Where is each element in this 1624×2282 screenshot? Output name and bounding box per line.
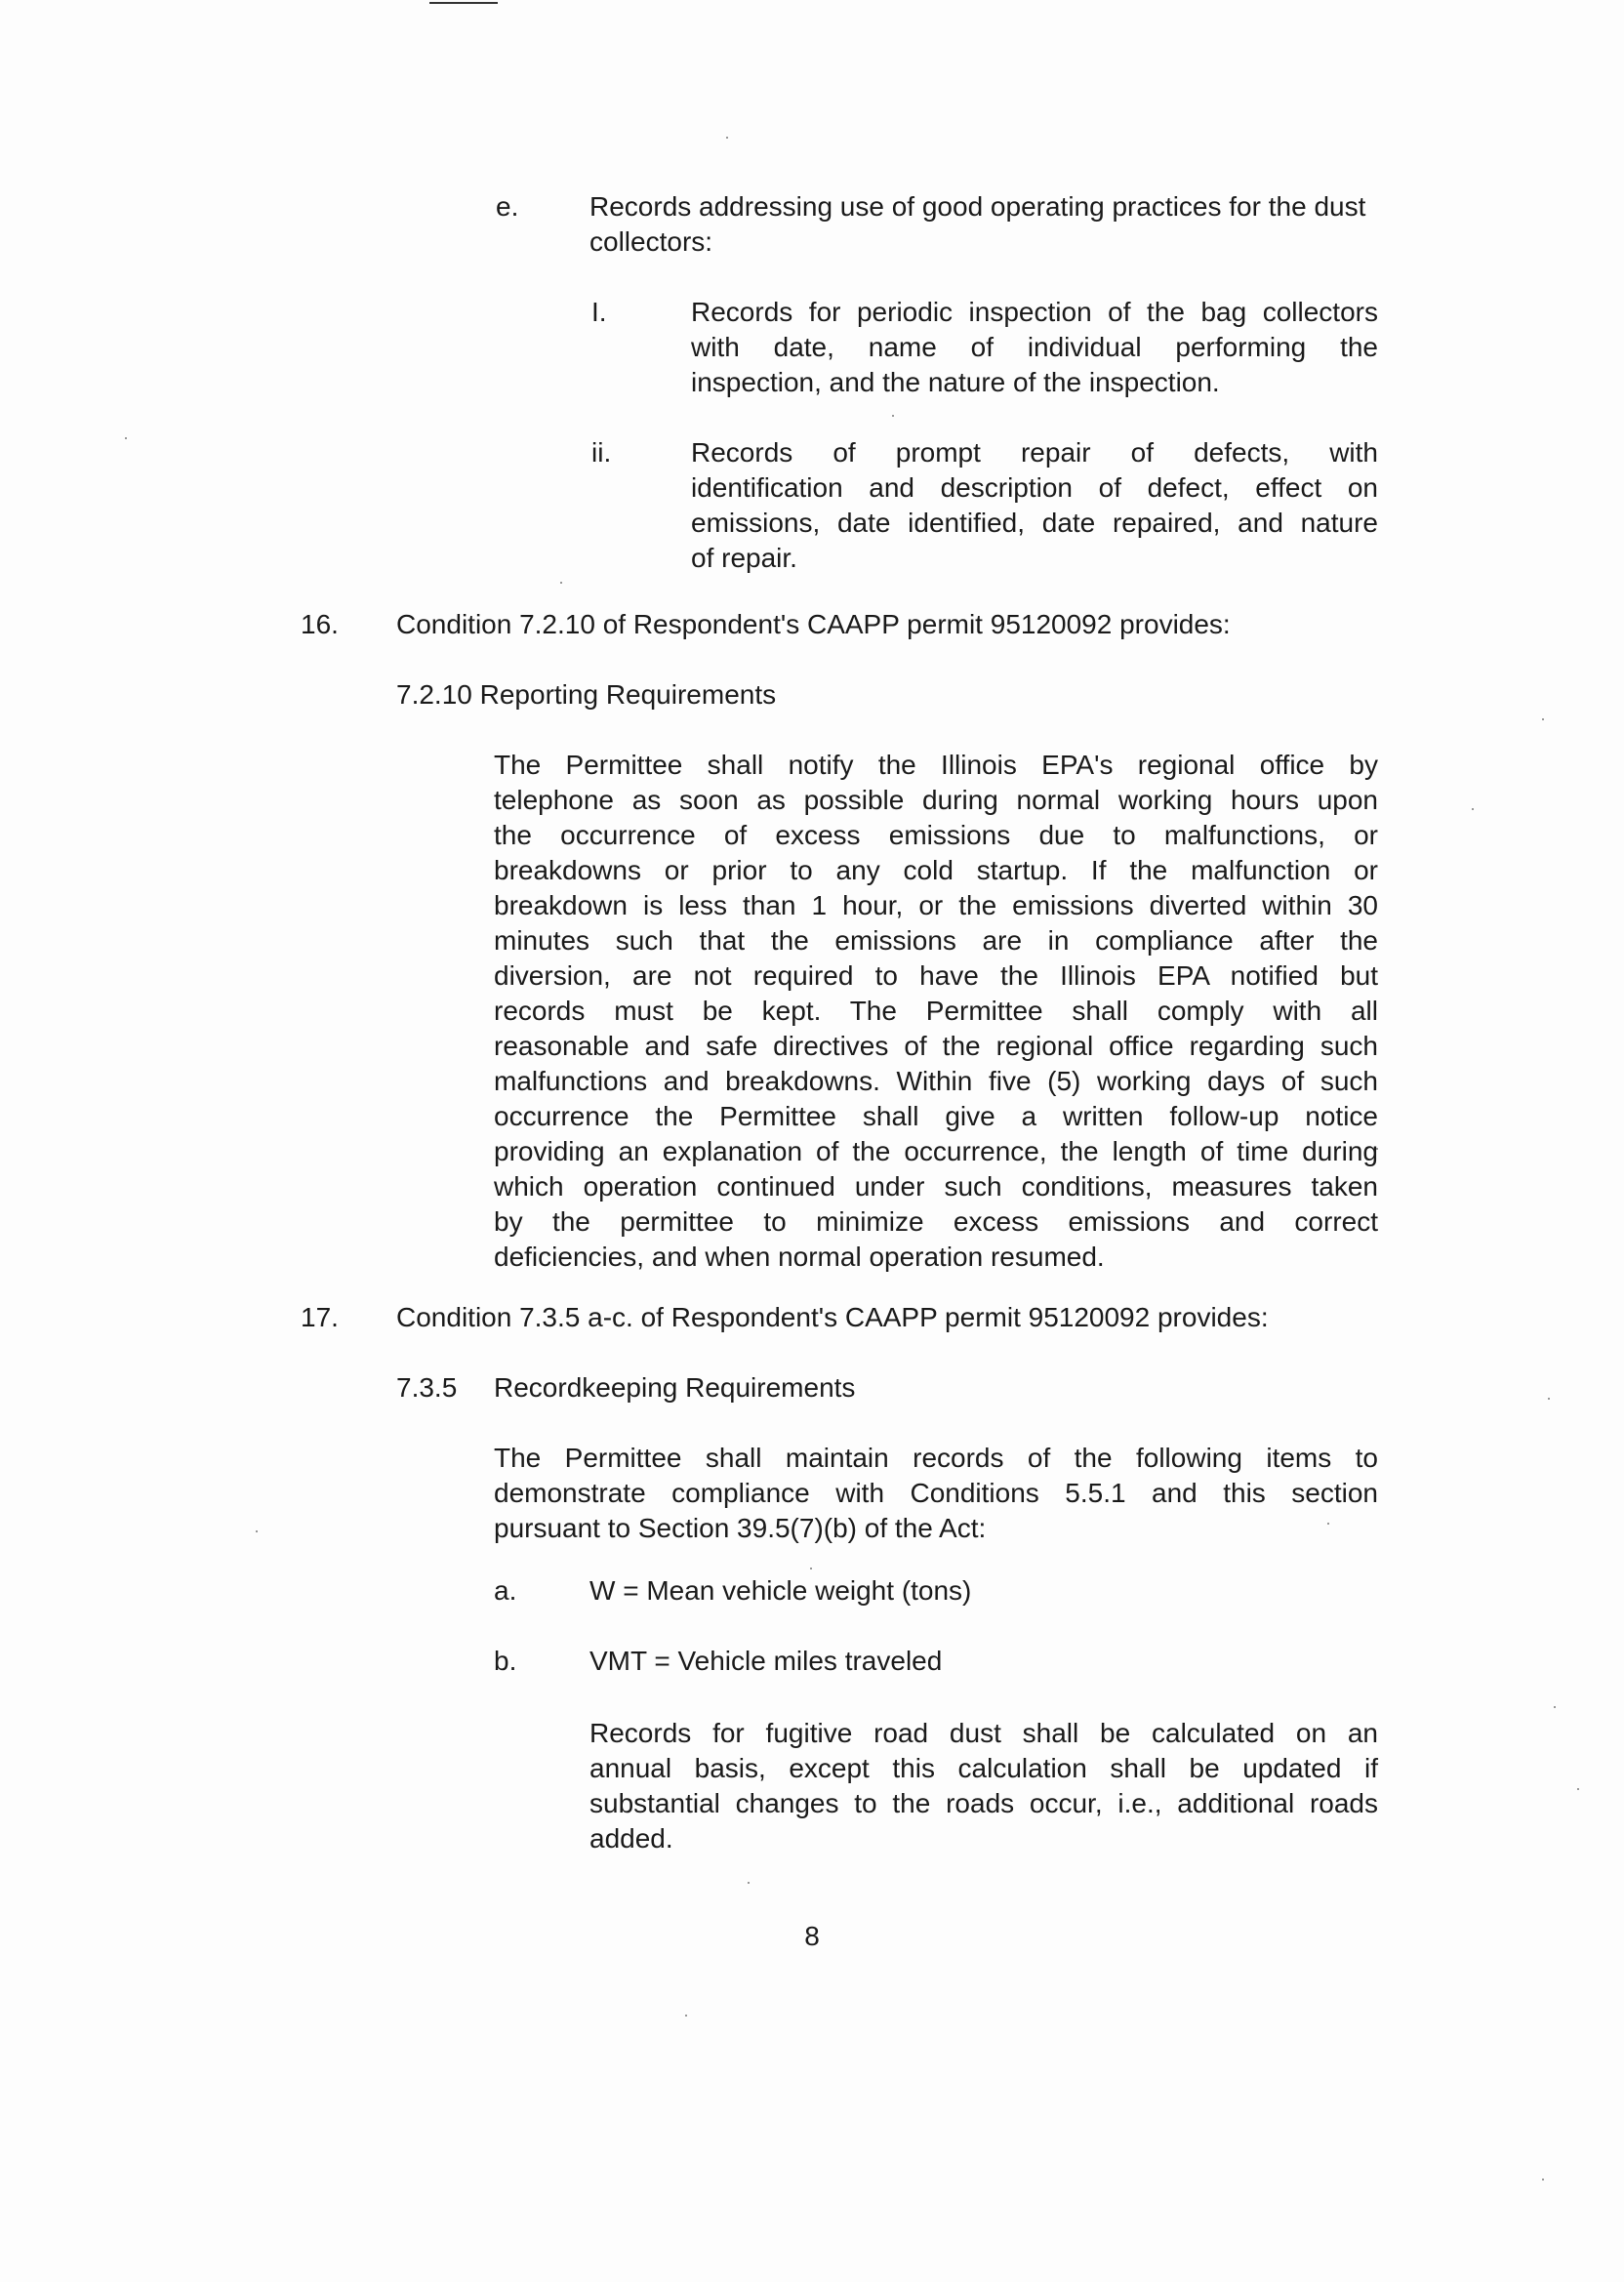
text-line: inspection, and the nature of the inspection.: [691, 367, 1220, 397]
scan-speck: [1577, 1788, 1579, 1790]
text-line: annual basis, except this calculation shall be updated if: [589, 1753, 1378, 1783]
scan-speck: [1548, 1398, 1550, 1400]
page-number: 8: [804, 1921, 820, 1951]
item-e-i-text: [691, 295, 1378, 400]
text-line: breakdown is less than 1 hour, or the emissions diverted within 30: [494, 890, 1378, 920]
item-b-detail: [589, 1716, 1378, 1856]
scan-speck: [810, 1568, 812, 1569]
text-line: records must be kept. The Permittee shall comply with all: [494, 996, 1378, 1026]
text-line: Records of prompt repair of defects, with: [691, 437, 1378, 468]
scan-speck: [892, 415, 894, 417]
section-heading-number-7-3-5: 7.3.5: [396, 1372, 458, 1403]
paragraph-number-16: 16.: [301, 609, 339, 639]
text-line: minutes such that the emissions are in compliance after the: [494, 925, 1378, 956]
text-line: malfunctions and breakdowns. Within five (5) working days of such: [494, 1066, 1378, 1096]
text-line: added.: [589, 1823, 673, 1854]
text-line: pursuant to Section 39.5(7)(b) of the Act:: [494, 1513, 987, 1543]
text-line: The Permittee shall notify the Illinois EPA's regional office by: [494, 750, 1378, 780]
scan-speck: [256, 1530, 258, 1532]
paragraph-17-text: Condition 7.3.5 a-c. of Respondent's CAAPP permit 95120092 provides:: [396, 1302, 1269, 1332]
text-line: Records for periodic inspection of the bag collectors: [691, 297, 1378, 327]
item-b-text: VMT = Vehicle miles traveled: [589, 1646, 943, 1676]
text-line: which operation continued under such conditions, measures taken: [494, 1171, 1378, 1202]
section-heading-7-2-10: 7.2.10 Reporting Requirements: [396, 679, 777, 710]
text-line: diversion, are not required to have the Illinois EPA notified but: [494, 960, 1378, 991]
scan-speck: [685, 2015, 687, 2017]
text-line: occurrence the Permittee shall give a written follow-up notice: [494, 1101, 1378, 1131]
text-line: the occurrence of excess emissions due to malfunctions, or: [494, 820, 1378, 850]
scan-speck: [1542, 2179, 1544, 2180]
list-marker-a: a.: [494, 1575, 517, 1606]
text-line: substantial changes to the roads occur, i.e., additional roads: [589, 1788, 1378, 1818]
scan-speck: [125, 437, 127, 439]
text-line: by the permittee to minimize excess emissions and correct: [494, 1206, 1378, 1237]
scan-speck: [560, 582, 562, 584]
text-line: deficiencies, and when normal operation resumed.: [494, 1242, 1105, 1272]
scan-mark: [429, 2, 498, 4]
scan-speck: [1542, 718, 1544, 720]
text-line: of repair.: [691, 543, 797, 573]
text-line: breakdowns or prior to any cold startup. If the malfunction or: [494, 855, 1378, 885]
scan-speck: [1472, 808, 1474, 810]
paragraph-16-text: Condition 7.2.10 of Respondent's CAAPP permit 95120092 provides:: [396, 609, 1231, 639]
section-7-3-5-body: [494, 1441, 1378, 1546]
item-e-ii-text: [691, 435, 1378, 576]
text-line: Records for fugitive road dust shall be calculated on an: [589, 1718, 1378, 1748]
text-line: telephone as soon as possible during normal working hours upon: [494, 785, 1378, 815]
list-marker-e: e.: [496, 191, 519, 222]
item-e-text: Records addressing use of good operating practices for the dust collectors:: [589, 191, 1366, 257]
paragraph-number-17: 17.: [301, 1302, 339, 1332]
text-line: with date, name of individual performing the: [691, 332, 1378, 362]
list-marker-e-i: I.: [591, 297, 607, 327]
text-line: reasonable and safe directives of the regional office regarding such: [494, 1031, 1378, 1061]
list-marker-e-ii: ii.: [591, 437, 612, 468]
text-line: demonstrate compliance with Conditions 5.5.1 and this section: [494, 1478, 1378, 1508]
item-a-text: W = Mean vehicle weight (tons): [589, 1575, 972, 1606]
section-heading-title-7-3-5: Recordkeeping Requirements: [494, 1372, 856, 1403]
scan-speck: [748, 1882, 750, 1884]
scan-speck: [726, 137, 728, 139]
list-marker-b: b.: [494, 1646, 517, 1676]
scan-speck: [1554, 1706, 1556, 1708]
text-line: providing an explanation of the occurrence, the length of time during: [494, 1136, 1378, 1166]
text-line: emissions, date identified, date repaired, and nature: [691, 508, 1378, 538]
text-line: identification and description of defect, effect on: [691, 472, 1378, 503]
section-7-2-10-body: [494, 748, 1378, 1275]
text-line: The Permittee shall maintain records of the following items to: [494, 1443, 1378, 1473]
